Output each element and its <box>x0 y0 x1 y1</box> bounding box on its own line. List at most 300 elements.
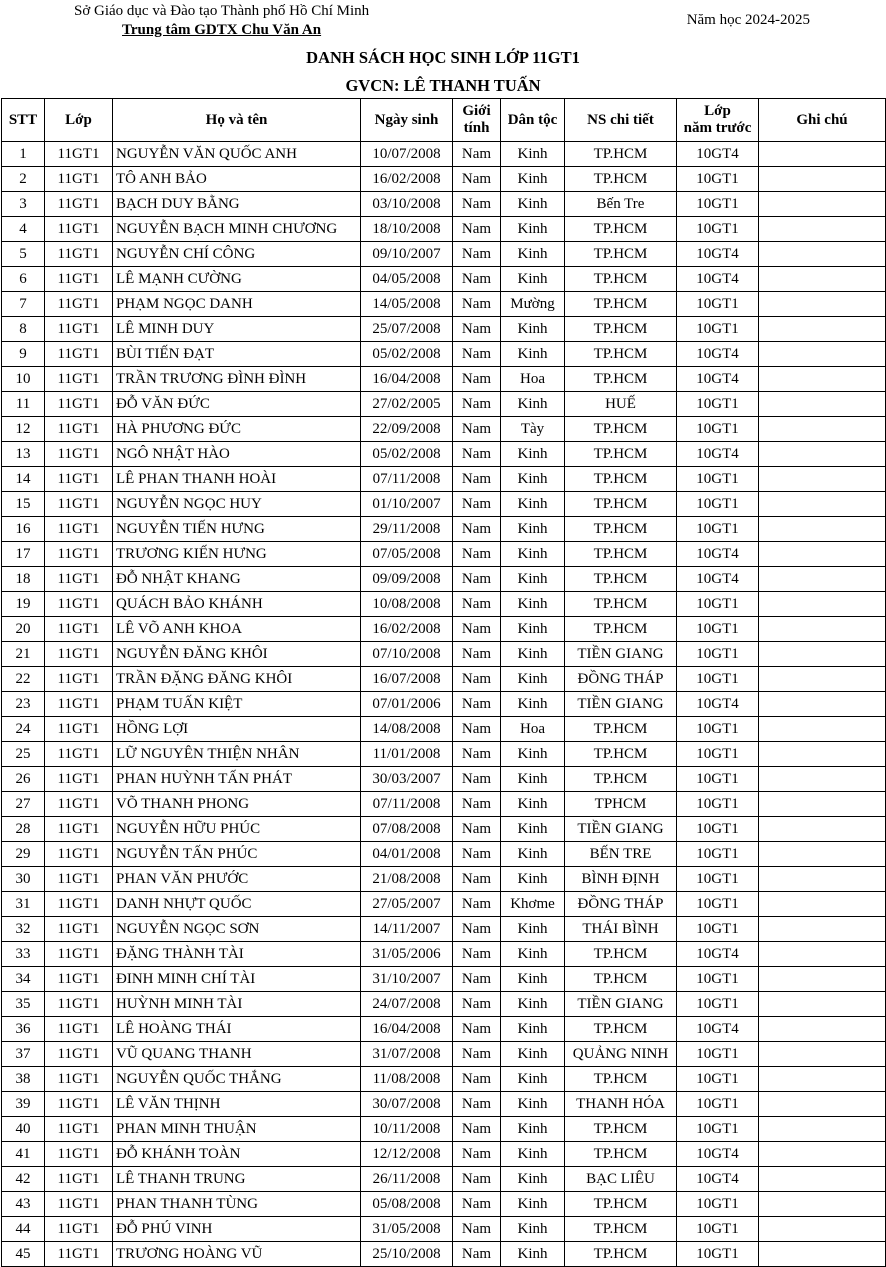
cell-previous-class: 10GT4 <box>677 367 759 392</box>
cell-ethnicity: Kinh <box>501 442 565 467</box>
cell-birthdate: 04/01/2008 <box>361 842 453 867</box>
cell-previous-class: 10GT4 <box>677 342 759 367</box>
cell-notes <box>759 1067 886 1092</box>
cell-birthplace: TPHCM <box>565 792 677 817</box>
col-header-gender-line1: Giới <box>462 103 491 119</box>
col-header-fullname: Họ và tên <box>113 99 361 142</box>
table-row <box>2 942 886 967</box>
cell-notes <box>759 617 886 642</box>
cell-fullname: ĐỖ KHÁNH TOÀN <box>113 1142 361 1167</box>
cell-ethnicity: Kinh <box>501 742 565 767</box>
cell-notes <box>759 967 886 992</box>
cell-gender: Nam <box>453 992 501 1017</box>
cell-gender: Nam <box>453 917 501 942</box>
cell-previous-class: 10GT1 <box>677 417 759 442</box>
cell-gender: Nam <box>453 567 501 592</box>
table-row <box>2 842 886 867</box>
cell-stt: 22 <box>2 667 45 692</box>
cell-notes <box>759 792 886 817</box>
cell-class: 11GT1 <box>45 142 113 167</box>
cell-ethnicity: Mường <box>501 292 565 317</box>
cell-birthplace: ĐỒNG THÁP <box>565 892 677 917</box>
cell-stt: 8 <box>2 317 45 342</box>
cell-birthplace: TP.HCM <box>565 417 677 442</box>
cell-previous-class: 10GT1 <box>677 317 759 342</box>
cell-previous-class: 10GT4 <box>677 692 759 717</box>
cell-fullname: NGUYỄN QUỐC THẮNG <box>113 1067 361 1092</box>
cell-class: 11GT1 <box>45 1092 113 1117</box>
cell-birthdate: 03/10/2008 <box>361 192 453 217</box>
cell-ethnicity: Kinh <box>501 767 565 792</box>
cell-fullname: ĐẶNG THÀNH TÀI <box>113 942 361 967</box>
cell-previous-class: 10GT1 <box>677 467 759 492</box>
cell-previous-class: 10GT1 <box>677 392 759 417</box>
table-row <box>2 167 886 192</box>
cell-ethnicity: Hoa <box>501 367 565 392</box>
cell-class: 11GT1 <box>45 542 113 567</box>
cell-gender: Nam <box>453 267 501 292</box>
table-row <box>2 892 886 917</box>
cell-notes <box>759 292 886 317</box>
cell-gender: Nam <box>453 367 501 392</box>
cell-previous-class: 10GT1 <box>677 917 759 942</box>
cell-previous-class: 10GT1 <box>677 592 759 617</box>
cell-birthdate: 25/10/2008 <box>361 1242 453 1267</box>
cell-gender: Nam <box>453 867 501 892</box>
cell-gender: Nam <box>453 167 501 192</box>
table-row <box>2 1217 886 1242</box>
department-name: Sở Giáo dục và Đào tạo Thành phố Hồ Chí Minh <box>74 3 370 19</box>
cell-birthdate: 14/08/2008 <box>361 717 453 742</box>
cell-class: 11GT1 <box>45 192 113 217</box>
cell-gender: Nam <box>453 1117 501 1142</box>
cell-ethnicity: Kinh <box>501 267 565 292</box>
cell-notes <box>759 1117 886 1142</box>
cell-stt: 37 <box>2 1042 45 1067</box>
cell-notes <box>759 1142 886 1167</box>
col-header-class: Lớp <box>45 99 113 142</box>
cell-birthplace: TIỀN GIANG <box>565 817 677 842</box>
cell-notes <box>759 517 886 542</box>
cell-birthplace: TP.HCM <box>565 1217 677 1242</box>
cell-ethnicity: Kinh <box>501 817 565 842</box>
cell-fullname: QUÁCH BẢO KHÁNH <box>113 592 361 617</box>
cell-fullname: NGÔ NHẬT HÀO <box>113 442 361 467</box>
table-row <box>2 1067 886 1092</box>
cell-stt: 18 <box>2 567 45 592</box>
cell-stt: 45 <box>2 1242 45 1267</box>
cell-birthplace: TP.HCM <box>565 592 677 617</box>
cell-stt: 44 <box>2 1217 45 1242</box>
cell-ethnicity: Kinh <box>501 667 565 692</box>
cell-class: 11GT1 <box>45 967 113 992</box>
cell-fullname: BẠCH DUY BẰNG <box>113 192 361 217</box>
cell-birthplace: TIỀN GIANG <box>565 642 677 667</box>
cell-ethnicity: Kinh <box>501 392 565 417</box>
cell-previous-class: 10GT4 <box>677 1167 759 1192</box>
cell-class: 11GT1 <box>45 1117 113 1142</box>
cell-fullname: HÀ PHƯƠNG ĐỨC <box>113 417 361 442</box>
table-row <box>2 517 886 542</box>
table-row <box>2 792 886 817</box>
cell-birthdate: 10/08/2008 <box>361 592 453 617</box>
cell-notes <box>759 542 886 567</box>
cell-birthdate: 31/05/2006 <box>361 942 453 967</box>
cell-birthdate: 31/07/2008 <box>361 1042 453 1067</box>
col-header-birthplace: NS chi tiết <box>565 99 677 142</box>
cell-notes <box>759 367 886 392</box>
cell-birthplace: THÁI BÌNH <box>565 917 677 942</box>
cell-ethnicity: Kinh <box>501 192 565 217</box>
table-row <box>2 442 886 467</box>
cell-birthplace: QUẢNG NINH <box>565 1042 677 1067</box>
cell-class: 11GT1 <box>45 392 113 417</box>
cell-ethnicity: Kinh <box>501 1192 565 1217</box>
cell-stt: 38 <box>2 1067 45 1092</box>
cell-birthplace: TP.HCM <box>565 567 677 592</box>
cell-birthdate: 12/12/2008 <box>361 1142 453 1167</box>
cell-previous-class: 10GT4 <box>677 267 759 292</box>
cell-birthplace: TP.HCM <box>565 267 677 292</box>
cell-birthdate: 14/11/2007 <box>361 917 453 942</box>
cell-stt: 28 <box>2 817 45 842</box>
cell-ethnicity: Kinh <box>501 917 565 942</box>
cell-birthplace: BẠC LIÊU <box>565 1167 677 1192</box>
cell-ethnicity: Kinh <box>501 992 565 1017</box>
cell-gender: Nam <box>453 1217 501 1242</box>
cell-class: 11GT1 <box>45 592 113 617</box>
cell-notes <box>759 867 886 892</box>
cell-gender: Nam <box>453 717 501 742</box>
cell-stt: 43 <box>2 1192 45 1217</box>
cell-stt: 12 <box>2 417 45 442</box>
cell-class: 11GT1 <box>45 917 113 942</box>
col-header-previous-class-line2: năm trước <box>683 120 752 136</box>
cell-ethnicity: Khơme <box>501 892 565 917</box>
cell-birthplace: TP.HCM <box>565 942 677 967</box>
cell-birthplace: TP.HCM <box>565 367 677 392</box>
cell-previous-class: 10GT1 <box>677 967 759 992</box>
cell-notes <box>759 1167 886 1192</box>
cell-stt: 40 <box>2 1117 45 1142</box>
cell-ethnicity: Kinh <box>501 467 565 492</box>
table-row <box>2 992 886 1017</box>
cell-birthdate: 10/07/2008 <box>361 142 453 167</box>
cell-birthdate: 27/05/2007 <box>361 892 453 917</box>
cell-previous-class: 10GT4 <box>677 442 759 467</box>
cell-notes <box>759 892 886 917</box>
cell-fullname: LỮ NGUYÊN THIỆN NHÂN <box>113 742 361 767</box>
cell-class: 11GT1 <box>45 1217 113 1242</box>
cell-stt: 34 <box>2 967 45 992</box>
cell-stt: 3 <box>2 192 45 217</box>
cell-birthdate: 30/03/2007 <box>361 767 453 792</box>
cell-notes <box>759 667 886 692</box>
cell-birthdate: 09/09/2008 <box>361 567 453 592</box>
cell-ethnicity: Kinh <box>501 1242 565 1267</box>
cell-gender: Nam <box>453 467 501 492</box>
center-name: Trung tâm GDTX Chu Văn An <box>122 22 322 38</box>
cell-birthdate: 07/05/2008 <box>361 542 453 567</box>
cell-birthdate: 05/02/2008 <box>361 342 453 367</box>
cell-class: 11GT1 <box>45 1242 113 1267</box>
cell-notes <box>759 1017 886 1042</box>
cell-stt: 2 <box>2 167 45 192</box>
cell-previous-class: 10GT4 <box>677 942 759 967</box>
table-row <box>2 242 886 267</box>
cell-gender: Nam <box>453 592 501 617</box>
table-row <box>2 142 886 167</box>
cell-fullname: NGUYỄN NGỌC HUY <box>113 492 361 517</box>
cell-fullname: LÊ HOÀNG THÁI <box>113 1017 361 1042</box>
cell-fullname: NGUYỄN TẤN PHÚC <box>113 842 361 867</box>
cell-stt: 30 <box>2 867 45 892</box>
cell-class: 11GT1 <box>45 342 113 367</box>
table-row <box>2 967 886 992</box>
cell-class: 11GT1 <box>45 317 113 342</box>
cell-gender: Nam <box>453 1167 501 1192</box>
cell-stt: 29 <box>2 842 45 867</box>
cell-birthdate: 26/11/2008 <box>361 1167 453 1192</box>
cell-ethnicity: Kinh <box>501 1042 565 1067</box>
cell-fullname: ĐINH MINH CHÍ TÀI <box>113 967 361 992</box>
cell-previous-class: 10GT1 <box>677 817 759 842</box>
cell-stt: 23 <box>2 692 45 717</box>
table-row <box>2 1192 886 1217</box>
cell-notes <box>759 592 886 617</box>
cell-previous-class: 10GT1 <box>677 617 759 642</box>
cell-ethnicity: Kinh <box>501 517 565 542</box>
cell-class: 11GT1 <box>45 992 113 1017</box>
cell-class: 11GT1 <box>45 792 113 817</box>
cell-notes <box>759 1192 886 1217</box>
cell-birthplace: TP.HCM <box>565 717 677 742</box>
cell-previous-class: 10GT4 <box>677 142 759 167</box>
col-header-birthdate: Ngày sinh <box>361 99 453 142</box>
cell-class: 11GT1 <box>45 1067 113 1092</box>
cell-previous-class: 10GT1 <box>677 192 759 217</box>
cell-birthdate: 31/10/2007 <box>361 967 453 992</box>
header-left <box>74 2 384 40</box>
cell-ethnicity: Tày <box>501 417 565 442</box>
cell-previous-class: 10GT1 <box>677 792 759 817</box>
cell-gender: Nam <box>453 317 501 342</box>
cell-previous-class: 10GT1 <box>677 642 759 667</box>
cell-birthplace: TP.HCM <box>565 1242 677 1267</box>
cell-ethnicity: Kinh <box>501 1017 565 1042</box>
cell-stt: 24 <box>2 717 45 742</box>
cell-ethnicity: Kinh <box>501 942 565 967</box>
cell-previous-class: 10GT4 <box>677 242 759 267</box>
cell-birthplace: BẾN TRE <box>565 842 677 867</box>
cell-birthdate: 30/07/2008 <box>361 1092 453 1117</box>
table-row <box>2 767 886 792</box>
cell-fullname: HUỲNH MINH TÀI <box>113 992 361 1017</box>
cell-fullname: PHAN VĂN PHƯỚC <box>113 867 361 892</box>
table-row <box>2 392 886 417</box>
cell-gender: Nam <box>453 392 501 417</box>
school-year: Năm học 2024-2025 <box>686 12 810 28</box>
table-row <box>2 217 886 242</box>
table-row <box>2 1092 886 1117</box>
cell-birthplace: TP.HCM <box>565 167 677 192</box>
cell-previous-class: 10GT1 <box>677 167 759 192</box>
cell-stt: 32 <box>2 917 45 942</box>
cell-notes <box>759 567 886 592</box>
cell-fullname: NGUYỄN HỮU PHÚC <box>113 817 361 842</box>
cell-previous-class: 10GT1 <box>677 1042 759 1067</box>
cell-class: 11GT1 <box>45 642 113 667</box>
cell-stt: 15 <box>2 492 45 517</box>
cell-ethnicity: Kinh <box>501 842 565 867</box>
cell-birthdate: 01/10/2007 <box>361 492 453 517</box>
cell-birthplace: TIỀN GIANG <box>565 992 677 1017</box>
cell-gender: Nam <box>453 417 501 442</box>
student-table <box>1 98 886 1267</box>
cell-fullname: ĐỖ NHẬT KHANG <box>113 567 361 592</box>
cell-notes <box>759 342 886 367</box>
cell-gender: Nam <box>453 217 501 242</box>
cell-fullname: VÕ THANH PHONG <box>113 792 361 817</box>
cell-notes <box>759 917 886 942</box>
cell-gender: Nam <box>453 1042 501 1067</box>
cell-birthplace: TP.HCM <box>565 967 677 992</box>
cell-stt: 33 <box>2 942 45 967</box>
col-header-gender-line2: tính <box>463 120 490 136</box>
table-row <box>2 717 886 742</box>
cell-ethnicity: Kinh <box>501 617 565 642</box>
cell-previous-class: 10GT1 <box>677 1092 759 1117</box>
cell-class: 11GT1 <box>45 617 113 642</box>
cell-birthdate: 22/09/2008 <box>361 417 453 442</box>
cell-class: 11GT1 <box>45 667 113 692</box>
cell-gender: Nam <box>453 1242 501 1267</box>
table-row <box>2 317 886 342</box>
cell-ethnicity: Kinh <box>501 1092 565 1117</box>
table-row <box>2 467 886 492</box>
cell-gender: Nam <box>453 617 501 642</box>
cell-gender: Nam <box>453 242 501 267</box>
cell-birthdate: 05/02/2008 <box>361 442 453 467</box>
table-row <box>2 567 886 592</box>
cell-fullname: TRẦN ĐẶNG ĐĂNG KHÔI <box>113 667 361 692</box>
cell-gender: Nam <box>453 742 501 767</box>
cell-stt: 27 <box>2 792 45 817</box>
cell-class: 11GT1 <box>45 167 113 192</box>
cell-gender: Nam <box>453 292 501 317</box>
cell-birthdate: 05/08/2008 <box>361 1192 453 1217</box>
cell-previous-class: 10GT4 <box>677 1017 759 1042</box>
cell-birthplace: TP.HCM <box>565 217 677 242</box>
cell-birthplace: TP.HCM <box>565 467 677 492</box>
col-header-notes: Ghi chú <box>759 99 886 142</box>
cell-class: 11GT1 <box>45 442 113 467</box>
cell-stt: 36 <box>2 1017 45 1042</box>
table-row <box>2 342 886 367</box>
cell-gender: Nam <box>453 817 501 842</box>
cell-ethnicity: Kinh <box>501 967 565 992</box>
table-row <box>2 1167 886 1192</box>
cell-birthplace: THANH HÓA <box>565 1092 677 1117</box>
cell-fullname: TÔ ANH BẢO <box>113 167 361 192</box>
cell-gender: Nam <box>453 492 501 517</box>
cell-birthplace: HUẾ <box>565 392 677 417</box>
cell-birthdate: 09/10/2007 <box>361 242 453 267</box>
cell-stt: 19 <box>2 592 45 617</box>
cell-notes <box>759 767 886 792</box>
cell-fullname: PHAN MINH THUẬN <box>113 1117 361 1142</box>
cell-ethnicity: Kinh <box>501 1067 565 1092</box>
cell-notes <box>759 217 886 242</box>
table-row <box>2 542 886 567</box>
cell-birthplace: ĐỒNG THÁP <box>565 667 677 692</box>
cell-previous-class: 10GT1 <box>677 1242 759 1267</box>
cell-class: 11GT1 <box>45 742 113 767</box>
cell-birthdate: 07/01/2006 <box>361 692 453 717</box>
cell-notes <box>759 492 886 517</box>
cell-previous-class: 10GT1 <box>677 667 759 692</box>
cell-class: 11GT1 <box>45 492 113 517</box>
table-row <box>2 1117 886 1142</box>
cell-gender: Nam <box>453 342 501 367</box>
cell-previous-class: 10GT1 <box>677 767 759 792</box>
cell-notes <box>759 442 886 467</box>
col-header-previous-class-line1: Lớp <box>704 103 731 119</box>
table-row <box>2 192 886 217</box>
cell-notes <box>759 1217 886 1242</box>
cell-birthplace: TP.HCM <box>565 517 677 542</box>
cell-notes <box>759 392 886 417</box>
cell-previous-class: 10GT1 <box>677 292 759 317</box>
cell-ethnicity: Kinh <box>501 492 565 517</box>
col-header-stt: STT <box>2 99 45 142</box>
cell-fullname: LÊ PHAN THANH HOÀI <box>113 467 361 492</box>
cell-fullname: NGUYỄN NGỌC SƠN <box>113 917 361 942</box>
cell-previous-class: 10GT4 <box>677 1142 759 1167</box>
col-header-gender <box>453 99 501 142</box>
cell-birthdate: 16/04/2008 <box>361 367 453 392</box>
cell-previous-class: 10GT1 <box>677 717 759 742</box>
cell-stt: 5 <box>2 242 45 267</box>
cell-ethnicity: Kinh <box>501 642 565 667</box>
table-row <box>2 917 886 942</box>
cell-notes <box>759 167 886 192</box>
cell-ethnicity: Hoa <box>501 717 565 742</box>
cell-gender: Nam <box>453 192 501 217</box>
cell-fullname: NGUYỄN VĂN QUỐC ANH <box>113 142 361 167</box>
cell-birthplace: TP.HCM <box>565 292 677 317</box>
cell-birthdate: 14/05/2008 <box>361 292 453 317</box>
cell-stt: 42 <box>2 1167 45 1192</box>
cell-previous-class: 10GT1 <box>677 1067 759 1092</box>
cell-previous-class: 10GT1 <box>677 992 759 1017</box>
cell-previous-class: 10GT1 <box>677 742 759 767</box>
cell-class: 11GT1 <box>45 567 113 592</box>
cell-class: 11GT1 <box>45 417 113 442</box>
table-row <box>2 1242 886 1267</box>
cell-birthplace: TP.HCM <box>565 1192 677 1217</box>
cell-gender: Nam <box>453 142 501 167</box>
cell-notes <box>759 842 886 867</box>
cell-previous-class: 10GT4 <box>677 567 759 592</box>
cell-birthdate: 16/04/2008 <box>361 1017 453 1042</box>
cell-stt: 21 <box>2 642 45 667</box>
cell-stt: 10 <box>2 367 45 392</box>
cell-gender: Nam <box>453 642 501 667</box>
cell-ethnicity: Kinh <box>501 1117 565 1142</box>
cell-birthdate: 16/02/2008 <box>361 617 453 642</box>
cell-notes <box>759 192 886 217</box>
